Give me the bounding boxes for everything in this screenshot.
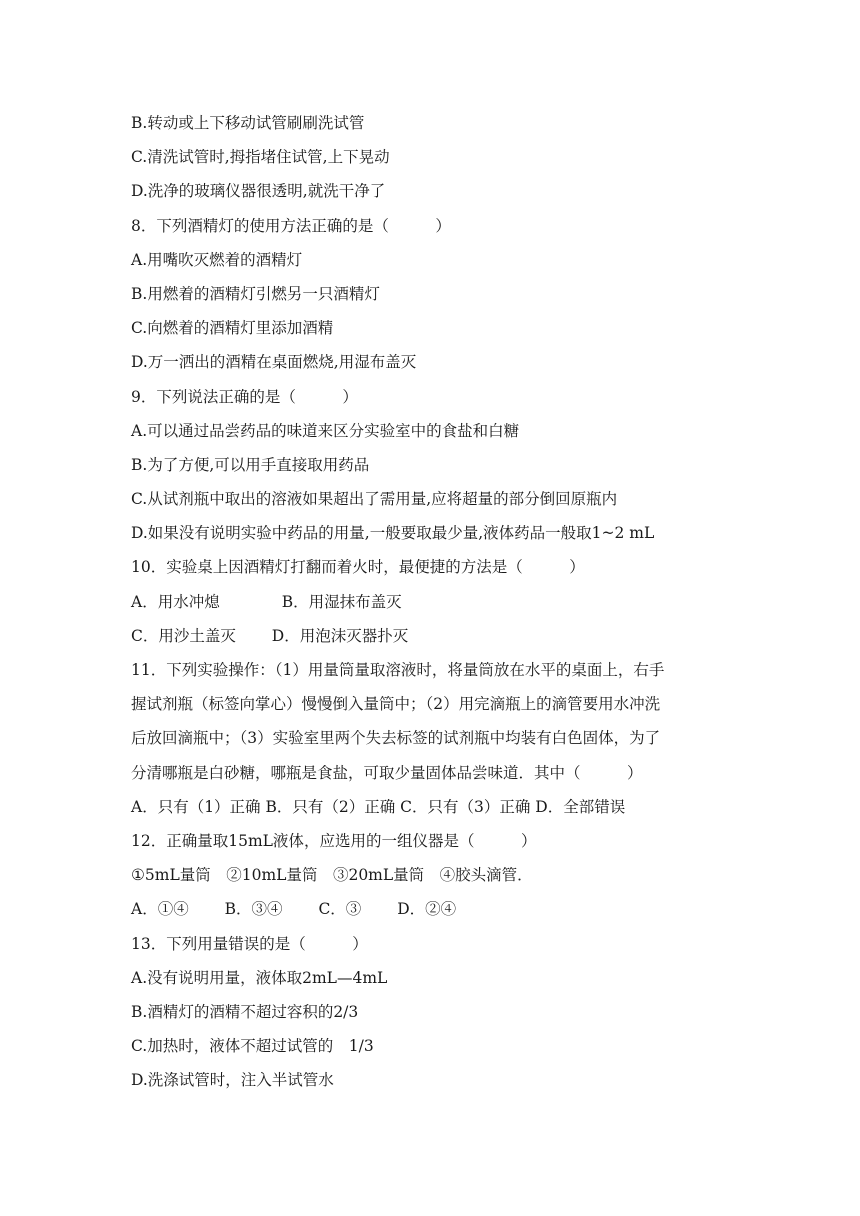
option-13a: A.没有说明用量，液体取2mL—4mL [131, 968, 388, 987]
option-9c: C.从试剂瓶中取出的溶液如果超出了需用量,应将超量的部分倒回原瓶内 [131, 490, 618, 509]
question-12: 12．正确量取15mL液体，应选用的一组仪器是（ ） [131, 831, 537, 850]
question-11-line2: 握试剂瓶（标签向掌心）慢慢倒入量筒中；（2）用完滴瓶上的滴管要用水冲洗 [131, 695, 661, 714]
option-8b: B.用燃着的酒精灯引燃另一只酒精灯 [131, 284, 380, 303]
option-9b: B.为了方便,可以用手直接取用药品 [131, 455, 370, 474]
option-13c: C.加热时，液体不超过试管的 1/3 [131, 1037, 374, 1056]
option-13d: D.洗涤试管时，注入半试管水 [131, 1071, 334, 1090]
question-11-line1: 11．下列实验操作：（1）用量筒量取溶液时，将量筒放在水平的桌面上，右手 [131, 661, 665, 679]
question-12-items: ①5mL量筒 ②10mL量筒 ③20mL量筒 ④胶头滴管． [131, 866, 533, 885]
question-9: 9．下列说法正确的是（ ） [131, 387, 358, 406]
options-12: A．①④ B．③④ C．③ D．②④ [131, 900, 457, 919]
question-13: 13．下列用量错误的是（ ） [131, 934, 368, 953]
option-8d: D.万一洒出的酒精在桌面燃烧,用湿布盖灭 [131, 353, 417, 372]
option-13b: B.酒精灯的酒精不超过容积的2/3 [131, 1002, 359, 1021]
options-11: A．只有（1）正确 B．只有（2）正确 C．只有（3）正确 D．全部错误 [131, 797, 626, 816]
option-9a: A.可以通过品尝药品的味道来区分实验室中的食盐和白糖 [131, 421, 520, 440]
question-8: 8．下列酒精灯的使用方法正确的是（ ） [131, 216, 451, 235]
option-7c: C.清洗试管时,拇指堵住试管,上下晃动 [131, 148, 390, 167]
option-9d: D.如果没有说明实验中药品的用量,一般要取最少量,液体药品一般取1~2 mL [131, 524, 655, 543]
option-7b: B.转动或上下移动试管刷刷洗试管 [131, 114, 365, 132]
option-7d: D.洗净的玻璃仪器很透明,就洗干净了 [131, 182, 386, 201]
options-10cd: C．用沙土盖灭 D．用泡沫灭器扑灭 [131, 626, 409, 645]
option-8c: C.向燃着的酒精灯里添加酒精 [131, 319, 334, 338]
options-10ab: A．用水冲熄 B．用湿抹布盖灭 [131, 592, 402, 611]
question-11-line4: 分清哪瓶是白砂糖，哪瓶是食盐，可取少量固体品尝味道．其中（ ） [131, 763, 643, 782]
question-10: 10．实验桌上因酒精灯打翻而着火时，最便捷的方法是（ ） [131, 558, 585, 577]
question-11-line3: 后放回滴瓶中；（3）实验室里两个失去标签的试剂瓶中均装有白色固体，为了 [131, 729, 661, 748]
question-text [131, 106, 731, 1097]
option-8a: A.用嘴吹灭燃着的酒精灯 [131, 250, 303, 269]
